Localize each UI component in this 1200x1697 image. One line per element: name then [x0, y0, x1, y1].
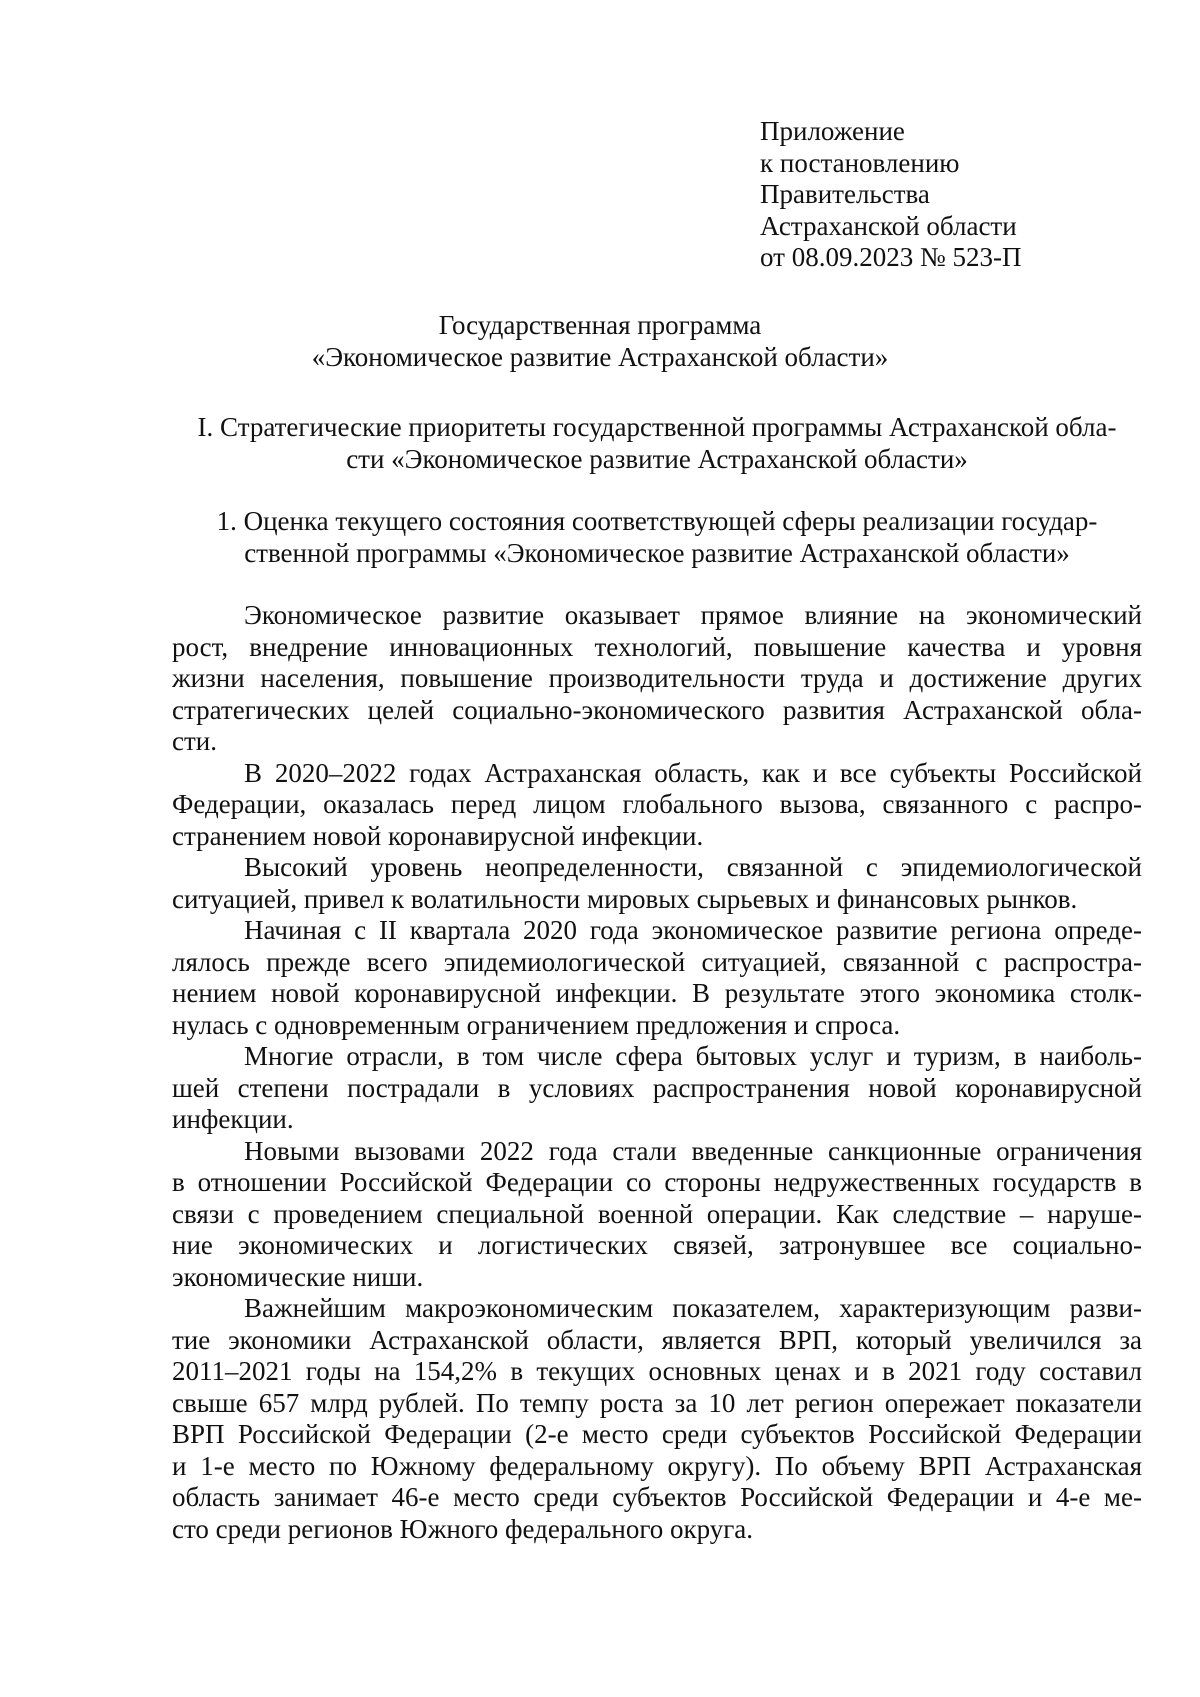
section-title-line: сти «Экономическое развитие Астраханской области»	[346, 443, 968, 474]
appendix-header	[760, 116, 1021, 274]
paragraph	[172, 915, 1142, 1041]
text-line: в отношении Российской Федерации со стороны недружественных государств в	[172, 1167, 1142, 1197]
text-line: жизни населения, повышение производительности труда и достижение других	[172, 663, 1142, 693]
text-line: рост, внедрение инновационных технологий, повышение качества и уровня	[172, 631, 1142, 662]
appendix-line: Приложение	[760, 116, 905, 146]
paragraph	[172, 600, 1142, 758]
program-title-line: «Экономическое развитие Астраханской области»	[311, 341, 889, 372]
appendix-line: от 08.09.2023 № 523-П	[760, 242, 1022, 272]
paragraph	[172, 852, 1142, 915]
text-line: экономические ниши.	[172, 1261, 424, 1292]
text-line: Новыми вызовами 2022 года стали введенные санкционные ограничения	[244, 1135, 1142, 1166]
subsection-title	[172, 506, 1142, 569]
text-line: свыше 657 млрд рублей. По темпу роста за 10 лет регион опережает показатели	[172, 1387, 1142, 1418]
text-line: Важнейшим макроэкономическим показателем, характеризующим разви-	[244, 1293, 1142, 1323]
appendix-line: Правительства	[760, 179, 930, 209]
text-line: нением новой коронавирусной инфекции. В результате этого экономика столк-	[172, 978, 1142, 1008]
text-line: Экономическое развитие оказывает прямое влияние на экономический	[244, 600, 1142, 630]
text-line: Высокий уровень неопределенности, связанной с эпидемиологической	[244, 852, 1142, 882]
program-title-line: Государственная программа	[438, 310, 762, 340]
paragraph	[172, 1041, 1142, 1136]
text-line: Начиная с II квартала 2020 года экономическое развитие региона опреде-	[244, 915, 1142, 945]
text-line: связи с проведением специальной военной операции. Как следствие – наруше-	[172, 1198, 1142, 1229]
text-line: сти.	[172, 726, 217, 756]
text-line: сто среди регионов Южного федерального округа.	[172, 1513, 754, 1544]
text-line: Федерации, оказалась перед лицом глобального вызова, связанного с распро-	[172, 789, 1142, 819]
program-title	[170, 310, 1030, 373]
appendix-line: к постановлению	[760, 147, 960, 178]
text-line: ситуацией, привел к волатильности мировых сырьевых и финансовых рынков.	[172, 883, 1078, 914]
text-line: тие экономики Астраханской области, является ВРП, который увеличился за	[172, 1324, 1142, 1355]
text-line: лялось прежде всего эпидемиологической ситуацией, связанной с распростра-	[172, 946, 1142, 977]
text-line: область занимает 46-е место среди субъектов Российской Федерации и 4-е ме-	[172, 1482, 1142, 1512]
text-line: В 2020–2022 годах Астраханская область, как и все субъекты Российской	[244, 757, 1142, 788]
text-line: ние экономических и логистических связей, затронувшее все социально-	[172, 1230, 1142, 1260]
section-title-line: I. Стратегические приоритеты государственной программы Астраханской обла-	[197, 412, 1117, 442]
paragraph	[172, 758, 1142, 853]
paragraph	[172, 1136, 1142, 1294]
section-title	[172, 412, 1142, 475]
text-line: ВРП Российской Федерации (2-е место среди субъектов Российской Федерации	[172, 1419, 1142, 1449]
text-line: и 1-е место по Южному федеральному округу). По объему ВРП Астраханская	[172, 1450, 1142, 1481]
document-body	[172, 600, 1142, 1545]
text-line: шей степени пострадали в условиях распространения новой коронавирусной	[172, 1072, 1142, 1103]
text-line: Многие отрасли, в том числе сфера бытовых услуг и туризм, в наиболь-	[244, 1041, 1142, 1071]
appendix-line: Астраханской области	[760, 210, 1017, 241]
text-line: нулась с одновременным ограничением предложения и спроса.	[172, 1009, 901, 1040]
subsection-title-line: ственной программы «Экономическое развитие Астраханской области»	[244, 537, 1070, 568]
text-line: 2011–2021 годы на 154,2% в текущих основных ценах и в 2021 году составил	[172, 1356, 1142, 1386]
text-line: инфекции.	[172, 1104, 294, 1134]
text-line: стратегических целей социально-экономического развития Астраханской обла-	[172, 694, 1142, 725]
text-line: странением новой коронавирусной инфекции.	[172, 820, 704, 851]
subsection-title-line: 1. Оценка текущего состояния соответствующей сферы реализации государ-	[216, 506, 1098, 536]
paragraph	[172, 1293, 1142, 1545]
